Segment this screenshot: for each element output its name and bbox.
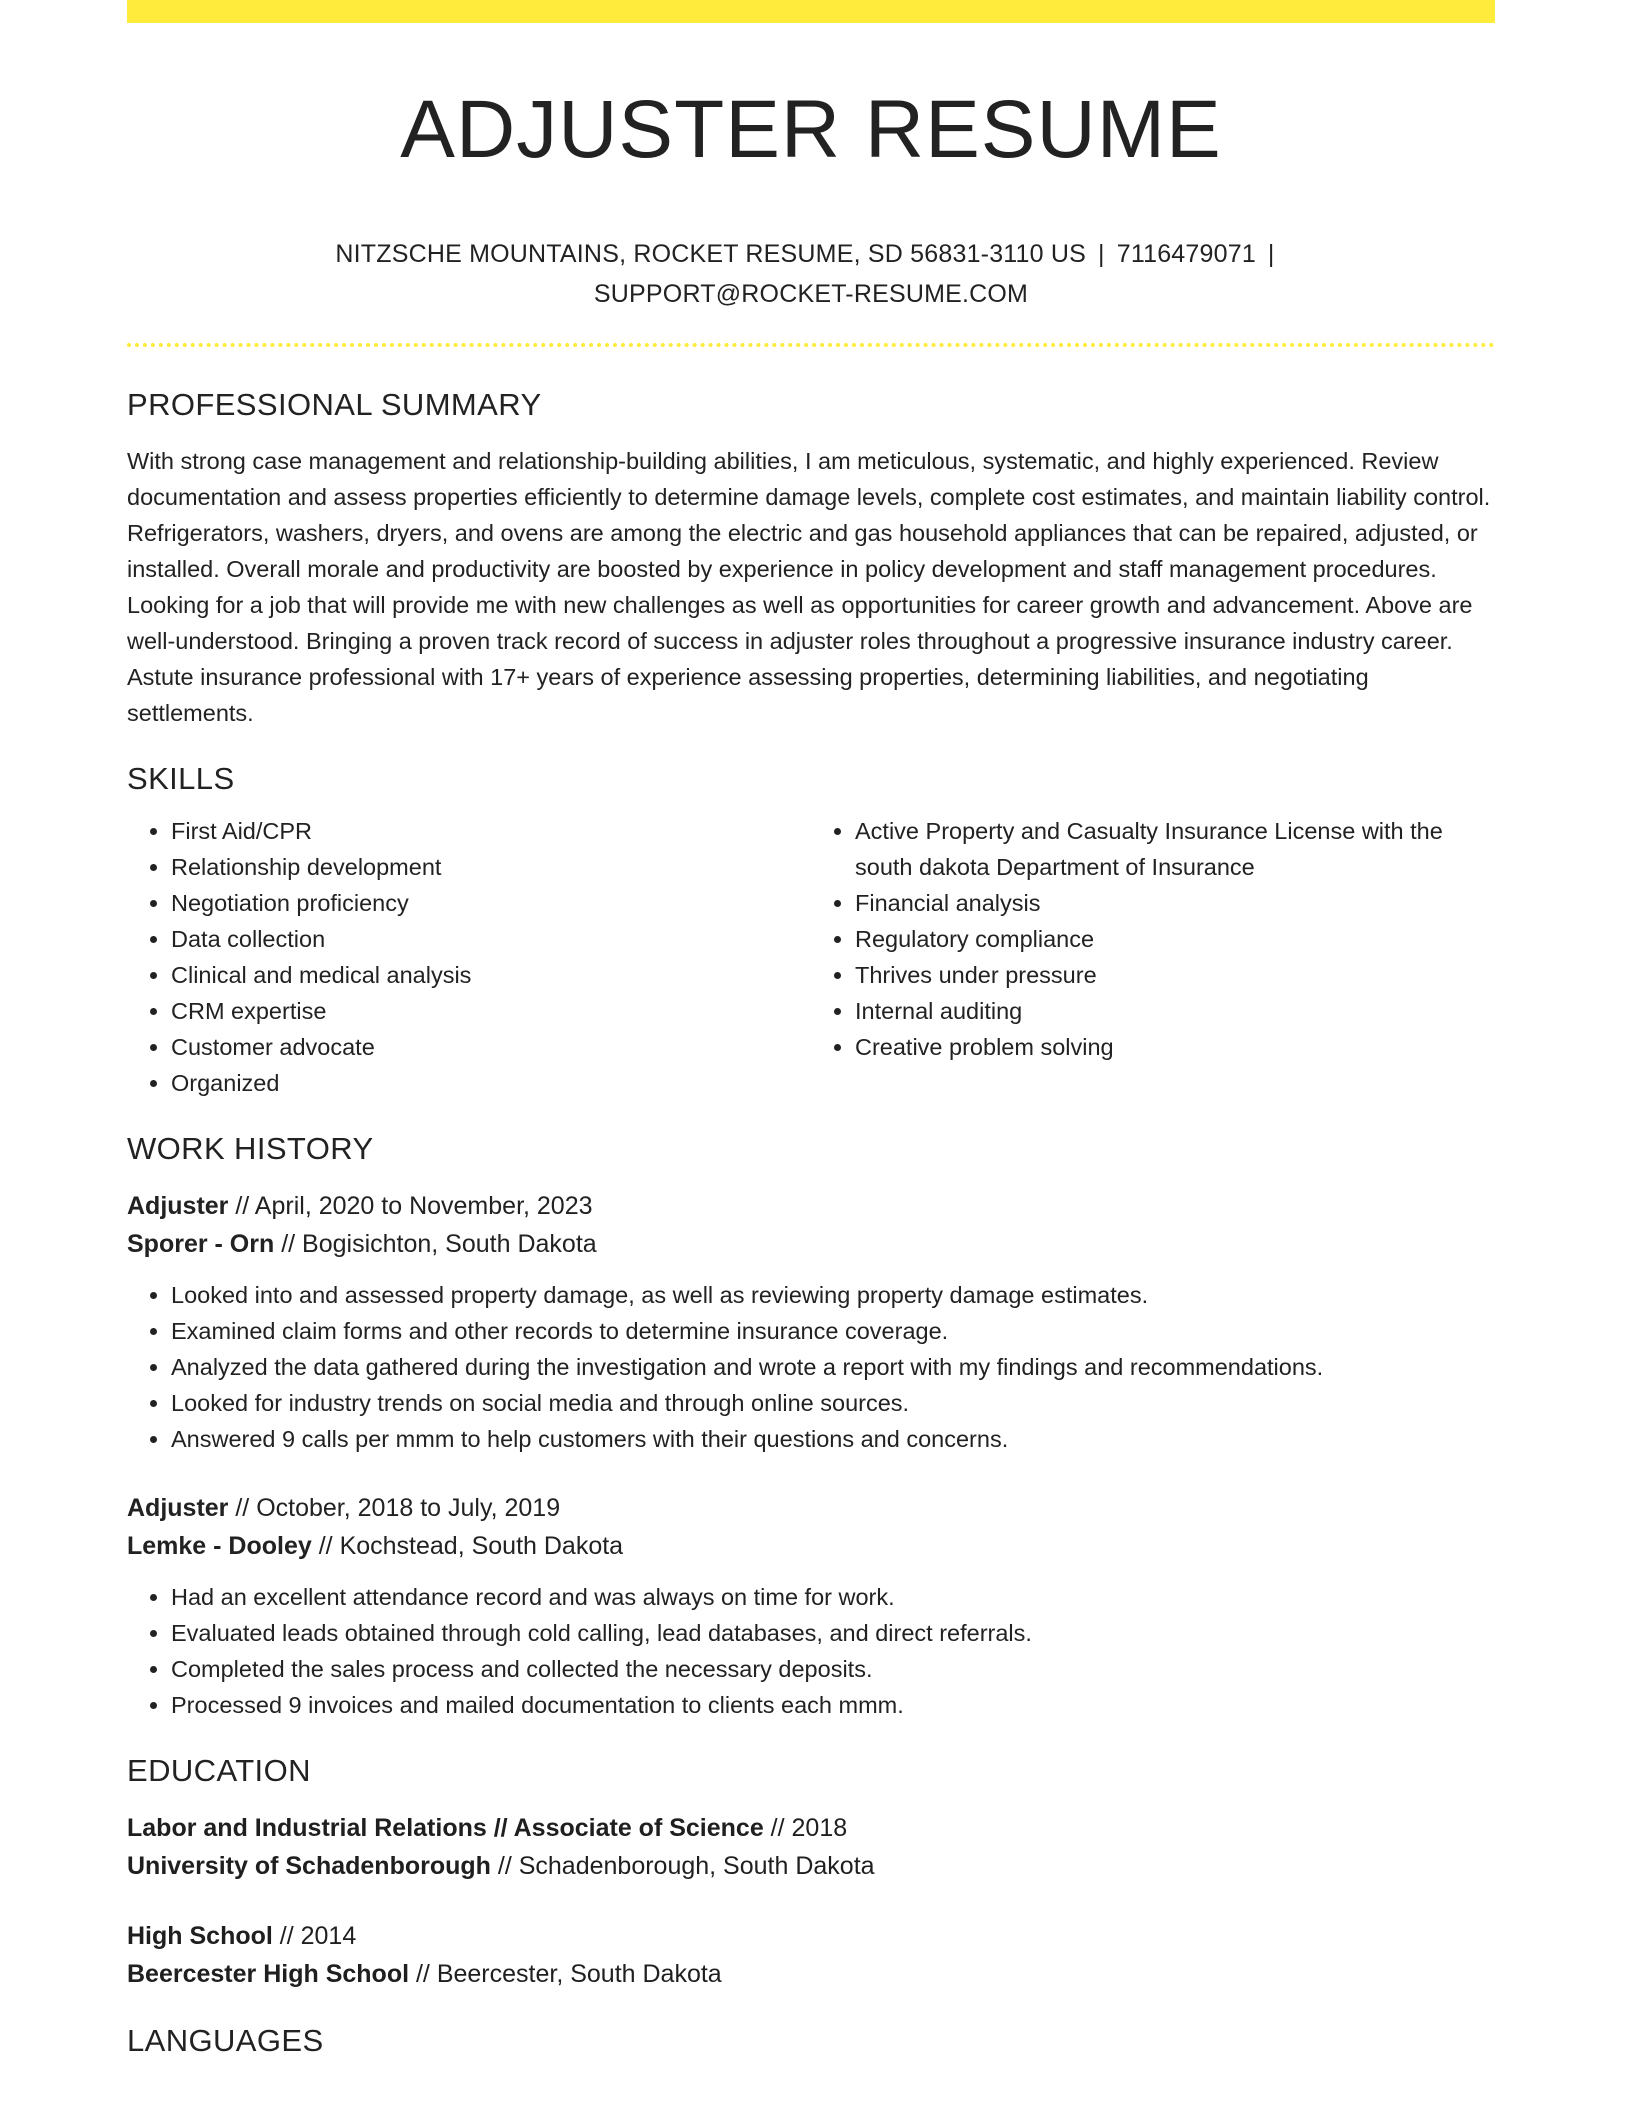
section-heading: LANGUAGES (127, 2023, 324, 2058)
education-entry (127, 1917, 1495, 1993)
job-company-line (127, 1527, 1495, 1565)
skills-columns (127, 813, 1495, 1101)
company-name: Lemke - Dooley (127, 1532, 312, 1560)
email: SUPPORT@ROCKET-RESUME.COM (593, 280, 1029, 308)
job-dates: // April, 2020 to November, 2023 (228, 1192, 593, 1220)
job-bullet: • Evaluated leads obtained through cold calling, lead databases, and direct referrals. (171, 1615, 1495, 1651)
education-entry (127, 1809, 1495, 1885)
separator: | (1098, 240, 1105, 268)
school-line (127, 1955, 1495, 1993)
skill-item: • Customer advocate (171, 1029, 811, 1065)
job-title-line (127, 1489, 1495, 1527)
summary-text: With strong case management and relationship-building abilities, I am meticulous, systematic, and highly experienced. Review documentation and assess properties efficiently to determine damage levels, complete cost estimates, and maintain liability control. Refrigerators, washers, dryers, and ovens are among the electric and gas household appliances that can be repaired, adjusted, or installed. Overall morale and productivity are boosted by experience in policy development and staff management procedures. Looking for a job that will provide me with new challenges as well as opportunities for career growth and advancement. Above are well-understood. Bringing a proven track record of success in adjuster roles throughout a progressive insurance industry career. Astute insurance professional with 17+ years of experience assessing properties, determining liabilities, and negotiating settlements. (127, 448, 1491, 726)
job-entry (127, 1489, 1495, 1723)
job-bullets (127, 1277, 1495, 1457)
job-location: // Bogisichton, South Dakota (274, 1230, 597, 1258)
skill-item: • Financial analysis (855, 885, 1495, 921)
skill-item: • Internal auditing (855, 993, 1495, 1029)
skill-item: • Regulatory compliance (855, 921, 1495, 957)
job-title: Adjuster (127, 1192, 229, 1220)
job-dates: // October, 2018 to July, 2019 (228, 1494, 561, 1522)
job-company-line (127, 1225, 1495, 1263)
section-heading: SKILLS (127, 761, 235, 796)
dotted-divider (127, 343, 1495, 347)
edu-year: // 2014 (272, 1922, 357, 1950)
job-bullets (127, 1579, 1495, 1723)
school-line (127, 1847, 1495, 1885)
school-location: // Schadenborough, South Dakota (490, 1852, 875, 1880)
job-bullet: • Examined claim forms and other records to determine insurance coverage. (171, 1313, 1495, 1349)
degree-line (127, 1917, 1495, 1955)
skill-item: • Negotiation proficiency (171, 885, 811, 921)
contact-info (127, 234, 1495, 314)
job-title: Adjuster (127, 1494, 229, 1522)
school-name: Beercester High School (127, 1960, 410, 1988)
skill-item: • CRM expertise (171, 993, 811, 1029)
skill-item: • Data collection (171, 921, 811, 957)
skill-item: • First Aid/CPR (171, 813, 811, 849)
separator: | (1267, 240, 1275, 268)
job-bullet: • Processed 9 invoices and mailed documentation to clients each mmm. (171, 1687, 1495, 1723)
job-location: // Kochstead, South Dakota (311, 1532, 624, 1560)
degree: High School (127, 1922, 273, 1950)
school-name: University of Schadenborough (127, 1852, 491, 1880)
resume-body (127, 385, 1495, 2061)
degree-line (127, 1809, 1495, 1847)
job-bullet: • Completed the sales process and collected the necessary deposits. (171, 1651, 1495, 1687)
work-history-section (127, 1129, 1495, 1723)
school-location: // Beercester, South Dakota (409, 1960, 722, 1988)
skill-item: • Creative problem solving (855, 1029, 1495, 1065)
job-title-line (127, 1187, 1495, 1225)
skills-list-left (127, 813, 811, 1101)
section-heading: PROFESSIONAL SUMMARY (127, 387, 542, 422)
resume-title: ADJUSTER RESUME (400, 84, 1222, 175)
job-bullet: • Looked for industry trends on social media and through online sources. (171, 1385, 1495, 1421)
skills-list-right (811, 813, 1495, 1101)
degree: Labor and Industrial Relations // Associate of Science (127, 1814, 764, 1842)
accent-bar (127, 0, 1495, 23)
skill-item: • Thrives under pressure (855, 957, 1495, 993)
section-heading: WORK HISTORY (127, 1131, 374, 1166)
job-entry (127, 1187, 1495, 1457)
edu-year: // 2018 (763, 1814, 848, 1842)
skill-item: • Relationship development (171, 849, 811, 885)
job-bullet: • Had an excellent attendance record and was always on time for work. (171, 1579, 1495, 1615)
company-name: Sporer - Orn (127, 1230, 275, 1258)
section-heading: EDUCATION (127, 1753, 311, 1788)
address: NITZSCHE MOUNTAINS, ROCKET RESUME, SD 56831-3110 US (335, 240, 1087, 268)
phone: 7116479071 (1116, 240, 1256, 268)
skill-item: • Organized (171, 1065, 811, 1101)
summary-section (127, 385, 1495, 731)
skills-section (127, 759, 1495, 1101)
education-section (127, 1751, 1495, 1993)
job-bullet: • Answered 9 calls per mmm to help customers with their questions and concerns. (171, 1421, 1495, 1457)
job-bullet: • Analyzed the data gathered during the investigation and wrote a report with my findings and recommendations. (171, 1349, 1495, 1385)
job-bullet: • Looked into and assessed property damage, as well as reviewing property damage estimates. (171, 1277, 1495, 1313)
languages-section (127, 2021, 1495, 2061)
skill-item: • Active Property and Casualty Insurance License with the south dakota Department of Insurance (855, 813, 1495, 885)
skill-item: • Clinical and medical analysis (171, 957, 811, 993)
